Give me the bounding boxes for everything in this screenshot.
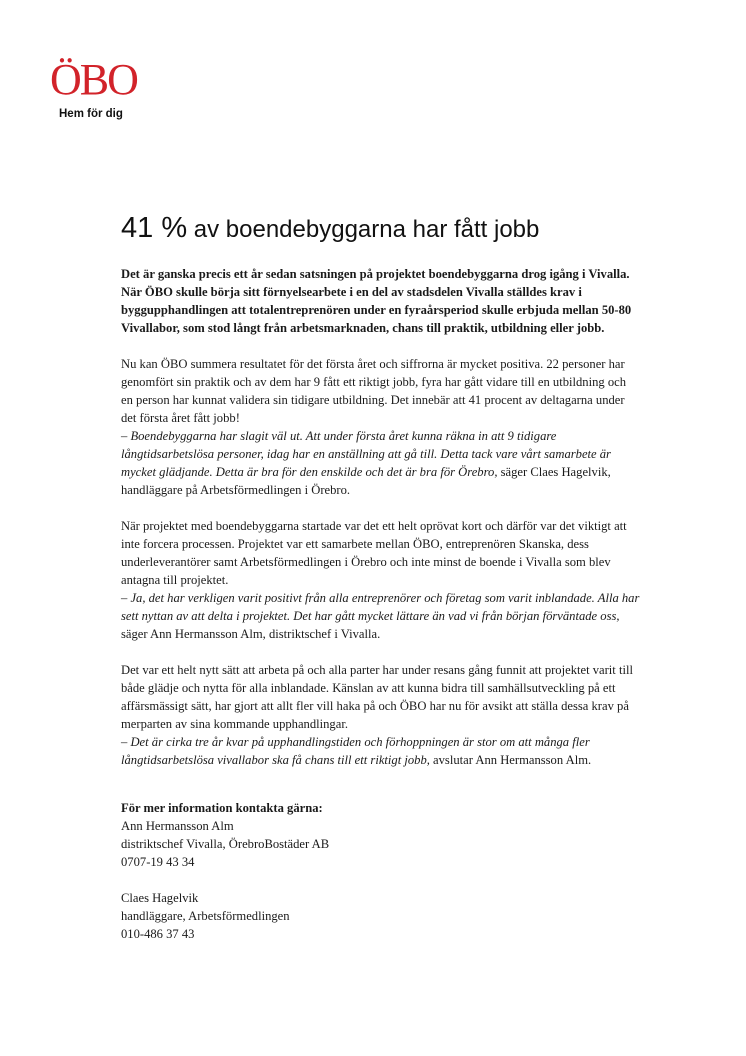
page-title bbox=[121, 208, 539, 245]
paragraph-2 bbox=[121, 517, 641, 643]
paragraph-1-quote: – Boendebyggarna har slagit väl ut. Att under första året kunna räkna in att 9 tidigare långtidsarbetslösa personer, idag har en anställning att gå till. Detta tack vare vårt samarbete är mycket glädjande. Detta är bra för den enskilde och det är bra för Örebro, bbox=[121, 429, 611, 479]
paragraph-3-attribution: avslutar Ann Hermansson Alm. bbox=[429, 753, 592, 767]
paragraph-2-attribution: säger Ann Hermansson Alm, distriktschef i Vivalla. bbox=[121, 627, 381, 641]
contact-phone: 0707-19 43 34 bbox=[121, 855, 195, 869]
contact-block-1 bbox=[121, 799, 641, 871]
contact-role: distriktschef Vivalla, ÖrebroBostäder AB bbox=[121, 837, 330, 851]
paragraph-2-quote: – Ja, det har verkligen varit positivt från alla entreprenörer och företag som varit inblandade. Alla har sett nyttan av att delta i projektet. Det har gått mycket lättare än vad vi från början förväntade oss, bbox=[121, 591, 640, 623]
contact-phone: 010-486 37 43 bbox=[121, 927, 195, 941]
contact-section bbox=[121, 799, 641, 943]
paragraph-1-text: Nu kan ÖBO summera resultatet för det första året och siffrorna är mycket positiva. 22 personer har genomfört sin praktik och av dem har 9 fått ett riktigt jobb, fyra har gått vidare till en utbildning och en person har kunnat validera sin tidigare utbildning. Det innebär att 41 procent av deltagarna under det första året fått jobb! bbox=[121, 357, 627, 425]
paragraph-1-attribution: säger Claes Hagelvik, handläggare på Arbetsförmedlingen i Örebro. bbox=[121, 465, 611, 497]
contact-title: För mer information kontakta gärna: bbox=[121, 801, 323, 815]
article-body bbox=[121, 265, 641, 961]
logo-tagline: Hem för dig bbox=[59, 108, 123, 120]
paragraph-3-quote: – Det är cirka tre år kvar på upphandlingstiden och förhoppningen är stor om att många fler långtidsarbetslösa vivallabor ska få chans till ett riktigt jobb, bbox=[121, 735, 590, 767]
paragraph-2-text: När projektet med boendebyggarna startade var det ett helt oprövat kort och därför var det viktigt att inte forcera processen. Projektet var ett samarbete mellan ÖBO, entreprenören Skanska, dess underleverantörer samt Arbetsförmedlingen i Örebro och inte minst de boende i Vivalla som blev antagna till projektet. bbox=[121, 519, 627, 587]
contact-name: Claes Hagelvik bbox=[121, 891, 199, 905]
lead-paragraph: Det är ganska precis ett år sedan satsningen på projektet boendebyggarna drog igång i Vivalla. När ÖBO skulle börja sitt förnyelsearbete i en del av stadsdelen Vivalla ställdes krav i byggupphandlingen att totalentreprenören under en fyraårsperiod skulle erbjuda mellan 50-80 Vivallabor, som stod långt från arbetsmarknaden, chans till praktik, utbildning eller jobb. bbox=[121, 267, 632, 335]
contact-role: handläggare, Arbetsförmedlingen bbox=[121, 909, 290, 923]
contact-name: Ann Hermansson Alm bbox=[121, 819, 234, 833]
paragraph-3 bbox=[121, 661, 641, 769]
title-number: 41 % bbox=[121, 212, 188, 244]
paragraph-1 bbox=[121, 355, 641, 499]
obo-logo bbox=[50, 55, 150, 120]
title-text: av boendebyggarna har fått jobb bbox=[187, 216, 540, 243]
logo-mark: ÖBO bbox=[50, 55, 137, 104]
contact-block-2 bbox=[121, 889, 641, 943]
paragraph-3-text: Det var ett helt nytt sätt att arbeta på och alla parter har under resans gång funnit att projektet varit till både glädje och nytta för alla inblandade. Känslan av att kunna bidra till samhällsutveckling på ett affärsmässigt sätt, har gjort att allt fler vill haka på och ÖBO har nu för avsikt att ställa dessa krav på merparten av sina kommande upphandlingar. bbox=[121, 663, 633, 731]
